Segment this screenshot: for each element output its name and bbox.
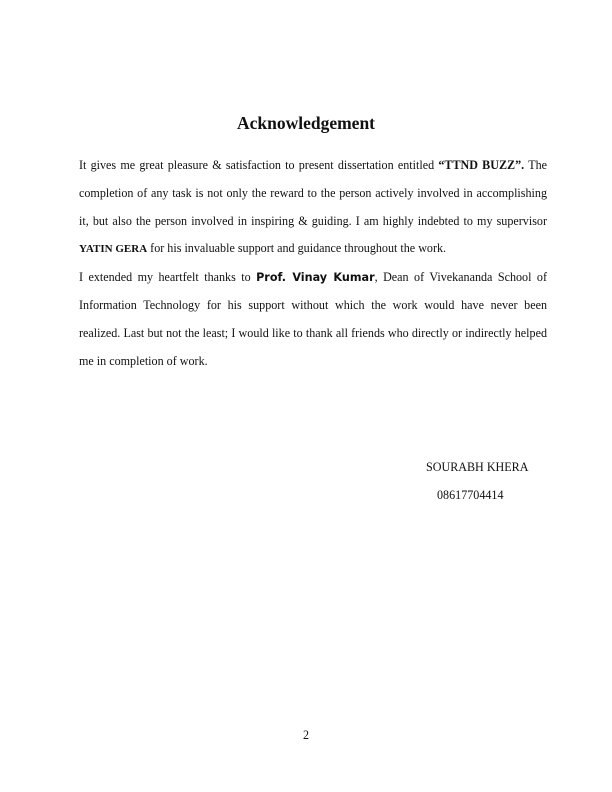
paragraph2-end: , Dean of Vivekananda School of Information Technology for his support without which the work would have never been realized. Last but not the least; I would like to thank all friends who directly or indirectly helped me in completion of work. [79, 270, 547, 368]
signature-id-number: 08617704414 [437, 488, 504, 502]
paragraph2-intro: I extended my heartfelt thanks to [79, 270, 257, 285]
paragraph1-end: for his invaluable support and guidance throughout the work. [147, 241, 447, 256]
paragraph1-intro: It gives me great pleasure & satisfaction to present dissertation entitled [79, 158, 439, 172]
page-title: Acknowledgement [236, 113, 376, 133]
supervisor-name: YATIN GERA [79, 243, 148, 256]
signature-name: SOURABH KHERA [426, 460, 529, 474]
page-number: 2 [302, 728, 310, 742]
acknowledgement-body [79, 152, 547, 375]
dean-name: Prof. Vinay Kumar [256, 271, 375, 285]
paragraph-gratitude-dean [79, 264, 547, 375]
project-name: “TTND BUZZ”. [438, 158, 525, 172]
paragraph1-middle: The completion of any task is not only the reward to the person actively involved in accomplishing it, but also the person involved in inspiring & guiding. I am highly indebted to my supervisor [79, 158, 547, 228]
paragraph-gratitude-supervisor [79, 152, 547, 264]
